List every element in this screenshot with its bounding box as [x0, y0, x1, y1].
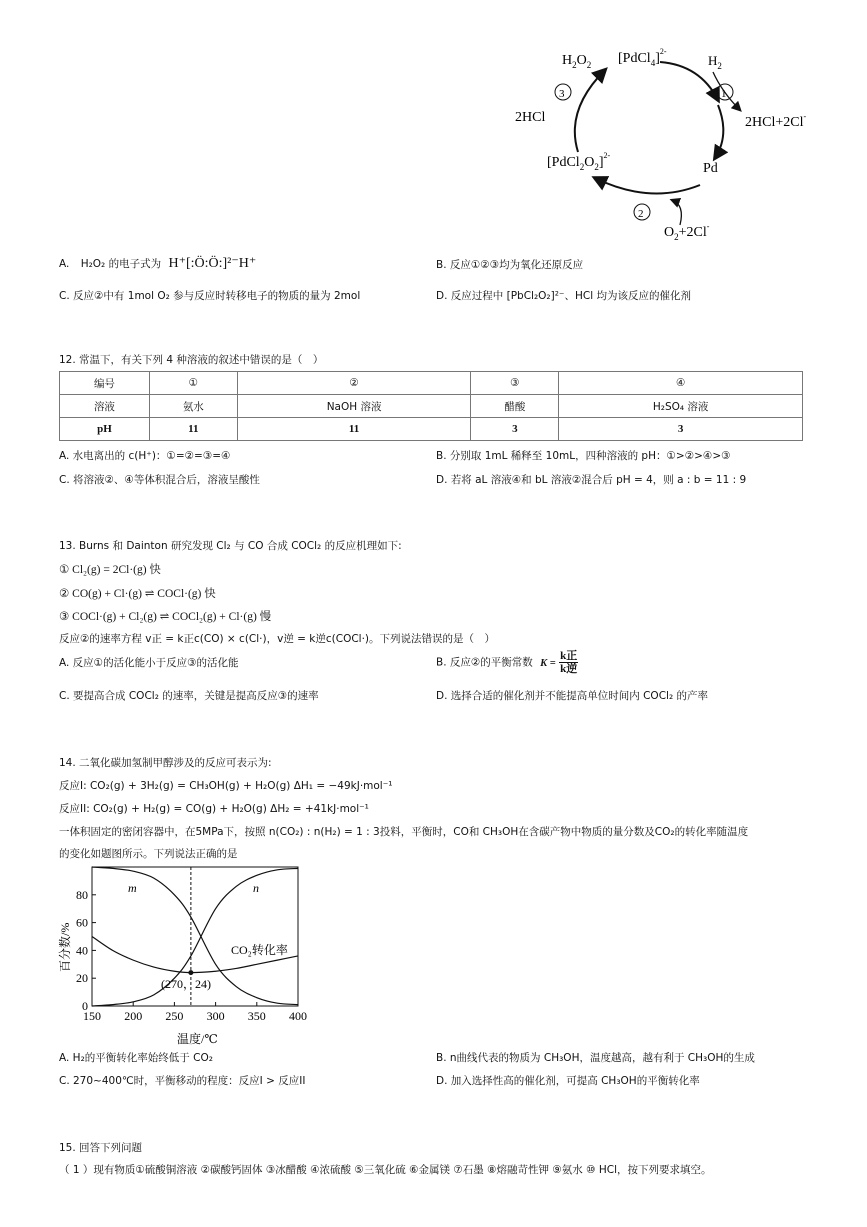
label-pdcl2o2: $[PdCl_2O_2]^{2-}$ [547, 151, 611, 172]
q14-option-c[interactable]: C. 270~400℃时，平衡移动的程度：反应I > 反应II [59, 1075, 306, 1087]
q13-option-b-text: B. 反应②的平衡常数 [436, 656, 533, 669]
y-tick-label: 80 [76, 887, 88, 902]
q14-option-b[interactable]: B. n曲线代表的物质为 CH₃OH，温度越高，越有利于 CH₃OH的生成 [436, 1052, 755, 1064]
series-label-n: n [253, 881, 259, 895]
table-row [60, 418, 803, 441]
q13-option-b[interactable] [436, 650, 578, 675]
q12-option-a[interactable]: A. 水电离出的 c(H⁺)：①=②=③=④ [59, 450, 231, 462]
label-products-1: 2HCl+2Cl- [745, 112, 807, 130]
y-tick-label: 40 [76, 943, 88, 958]
table-cell: 3 [559, 418, 803, 441]
table-cell: ④ [559, 372, 803, 395]
o2-input-arrow [672, 200, 681, 225]
label-pdcl4: [PdCl$_4$]$^{2-}$ [618, 47, 667, 68]
fraction-numerator: k正 [560, 650, 578, 662]
label-2hcl: 2HCl [515, 110, 546, 125]
step-2-label: 2 [638, 208, 644, 220]
table-cell: 3 [471, 418, 559, 441]
label-h2: $H_2$ [708, 53, 722, 71]
table-cell: ② [237, 372, 471, 395]
q14-option-d[interactable]: D. 加入选择性高的催化剂，可提高 CH₃OH的平衡转化率 [436, 1075, 700, 1087]
table-cell: 11 [237, 418, 471, 441]
label-pd: Pd [703, 161, 718, 176]
y-axis-label: 百分数/% [58, 922, 72, 972]
cycle-arc-bottom [595, 178, 700, 194]
cycle-arc-left [575, 70, 605, 152]
fraction-denominator: k逆 [560, 663, 578, 675]
y-tick-label: 0 [82, 999, 88, 1013]
q13-option-d[interactable]: D. 选择合适的催化剂并不能提高单位时间内 COCl₂ 的产率 [436, 690, 708, 702]
step-3-label: 3 [559, 88, 565, 100]
annotation-point-marker [188, 970, 193, 975]
q14-option-a[interactable]: A. H₂的平衡转化率始终低于 CO₂ [59, 1052, 213, 1064]
table-cell: 11 [149, 418, 237, 441]
series-label-m: m [128, 881, 137, 895]
q12-option-d[interactable]: D. 若将 aL 溶液④和 bL 溶液②混合后 pH = 4，则 a : b = 11 : 9 [436, 474, 747, 486]
x-tick-label: 250 [165, 1009, 184, 1023]
q14-reaction-2: 反应II: CO₂(g) + H₂(g) = CO(g) + H₂O(g) ΔH₂ = +41kJ·mol⁻¹ [59, 803, 369, 815]
q14-stem: 14. 二氧化碳加氢制甲醇涉及的反应可表示为: [59, 757, 272, 769]
q11-option-a-text: H₂O₂ 的电子式为 [80, 258, 162, 270]
q13-reaction-2: ② CO(g) + Cl·(g) ⇌ COCl·(g) 快 [59, 588, 216, 600]
q12-stem: 12. 常温下，有关下列 4 种溶液的叙述中错误的是（ ） [59, 354, 324, 366]
table-cell: pH [60, 418, 150, 441]
y-tick-label: 20 [76, 971, 88, 986]
q13-option-a[interactable]: A. 反应①的活化能小于反应③的活化能 [59, 657, 239, 669]
table-cell: NaOH 溶液 [237, 395, 471, 418]
q14-chart [55, 862, 325, 1048]
x-tick-label: 300 [206, 1009, 225, 1023]
q12-table [59, 371, 803, 441]
q14-description-2: 的变化如题图所示。下列说法正确的是 [59, 848, 238, 860]
cycle-arc-right [715, 105, 723, 158]
table-cell: 氨水 [149, 395, 237, 418]
step-1-label: 1 [721, 88, 727, 100]
q13-option-c[interactable]: C. 要提高合成 COCl₂ 的速率，关键是提高反应③的速率 [59, 690, 319, 702]
series-label-co2: CO₂转化率 [231, 943, 288, 957]
table-cell: ① [149, 372, 237, 395]
q11-option-b[interactable]: B. 反应①②③均为氧化还原反应 [436, 259, 584, 271]
x-tick-label: 350 [247, 1009, 266, 1023]
q14-description-1: 一体积固定的密闭容器中，在5MPa下，按照 n(CO₂) : n(H₂) = 1 : 3投料，平衡时，CO和 CH₃OH在含碳产物中物质的量分数及CO₂的转化率随温度 [59, 826, 749, 838]
q13-reaction-1: ① Cl₂(g) = 2Cl·(g) 快 [59, 564, 161, 576]
table-cell: 醋酸 [471, 395, 559, 418]
y-tick-label: 60 [76, 915, 88, 930]
catalytic-cycle-diagram [500, 40, 830, 245]
q13-reaction-3: ③ COCl·(g) + Cl₂(g) ⇌ COCl₂(g) + Cl·(g) 慢 [59, 611, 272, 623]
q14-reaction-1: 反应I: CO₂(g) + 3H₂(g) = CH₃OH(g) + H₂O(g) ΔH₁ = −49kJ·mol⁻¹ [59, 780, 393, 792]
label-h2o2: $H_2O_2$ [562, 53, 592, 70]
q11-option-d[interactable]: D. 反应过程中 [PbCl₂O₂]²⁻、HCl 均为该反应的催化剂 [436, 290, 691, 302]
q11-option-a[interactable]: A. H₂O₂ 的电子式为 H⁺[:Ö:Ö:]²⁻H⁺ [59, 256, 257, 271]
table-cell: 编号 [60, 372, 150, 395]
q11-option-c[interactable]: C. 反应②中有 1mol O₂ 参与反应时转移电子的物质的量为 2mol [59, 290, 361, 302]
x-tick-label: 150 [83, 1009, 101, 1023]
table-row [60, 395, 803, 418]
q15-stem: 15. 回答下列问题 [59, 1142, 143, 1154]
label-o2: $O_2+2Cl^-$ [664, 222, 710, 242]
table-cell: ③ [471, 372, 559, 395]
x-axis-label: 温度/℃ [177, 1032, 218, 1046]
table-cell: 溶液 [60, 395, 150, 418]
q12-option-b[interactable]: B. 分别取 1mL 稀释至 10mL，四种溶液的 pH：①>②>④>③ [436, 450, 731, 462]
q13-rate-equation: 反应②的速率方程 v正 = k正c(CO) × c(Cl·)，v逆 = k逆c(COCl·)。下列说法错误的是（ ） [59, 633, 496, 645]
x-tick-label: 400 [289, 1009, 307, 1023]
q12-option-c[interactable]: C. 将溶液②、④等体积混合后，溶液呈酸性 [59, 474, 260, 486]
q11-option-a-formula: H⁺[:Ö:Ö:]²⁻H⁺ [168, 256, 257, 271]
q13-stem: 13. Burns 和 Dainton 研究发现 Cl₂ 与 CO 合成 COCl₂ 的反应机理如下: [59, 540, 402, 552]
q13-option-b-k: K = [540, 657, 556, 669]
point-annotation: (270，24) [161, 977, 211, 991]
q13-option-b-fraction [559, 650, 578, 675]
table-row [60, 372, 803, 395]
q15-part-1: （ 1 ）现有物质①硫酸铜溶液 ②碳酸钙固体 ③冰醋酸 ④浓硫酸 ⑤三氧化硫 ⑥金属镁 ⑦石墨 ⑧熔融苛性钾 ⑨氨水 ⑩ HCl，按下列要求填空。 [59, 1164, 712, 1176]
x-tick-label: 200 [124, 1009, 143, 1023]
table-cell: H₂SO₄ 溶液 [559, 395, 803, 418]
